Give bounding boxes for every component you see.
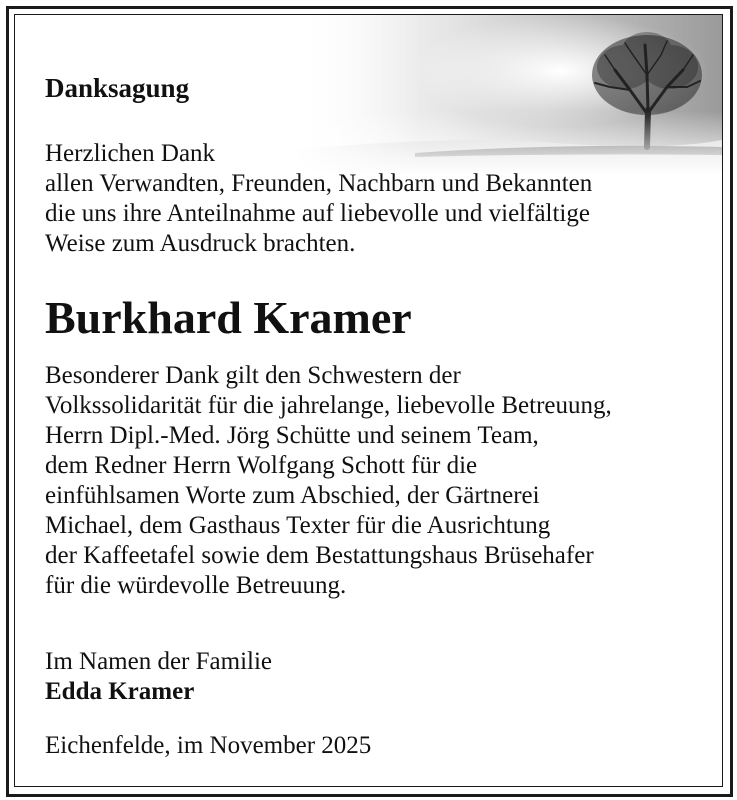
thanks-line: Besonderer Dank gilt den Schwestern der bbox=[45, 362, 461, 389]
intro-line: die uns ihre Anteilnahme auf liebevolle und vielfältige bbox=[45, 200, 590, 227]
thanks-paragraph bbox=[45, 361, 612, 601]
deceased-name: Burkhard Kramer bbox=[45, 292, 412, 343]
thanks-line: dem Redner Herrn Wolfgang Schott für die bbox=[45, 452, 478, 479]
thanks-line: einfühlsamen Worte zum Abschied, der Gärtnerei bbox=[45, 482, 540, 509]
heading: Danksagung bbox=[45, 73, 190, 103]
on-behalf-text: Im Namen der Familie bbox=[45, 648, 273, 675]
thanks-line: Herrn Dipl.-Med. Jörg Schütte und seinem Team, bbox=[45, 422, 539, 449]
place-date: Eichenfelde, im November 2025 bbox=[45, 732, 372, 759]
notice-card bbox=[14, 14, 723, 787]
intro-line: allen Verwandten, Freunden, Nachbarn und Bekannten bbox=[45, 170, 593, 197]
thanks-line: für die würdevolle Betreuung. bbox=[45, 572, 347, 599]
thanks-line: Michael, dem Gasthaus Texter für die Ausrichtung bbox=[45, 512, 551, 539]
thanks-line: Volkssolidarität für die jahrelange, liebevolle Betreuung, bbox=[45, 392, 612, 419]
signer-name: Edda Kramer bbox=[45, 678, 195, 705]
intro-line: Weise zum Ausdruck brachten. bbox=[45, 230, 356, 257]
intro-paragraph bbox=[45, 139, 592, 259]
closing-block bbox=[45, 647, 272, 707]
thanks-line: der Kaffeetafel sowie dem Bestattungshaus Brüsehafer bbox=[45, 542, 594, 569]
intro-line: Herzlichen Dank bbox=[45, 140, 216, 167]
